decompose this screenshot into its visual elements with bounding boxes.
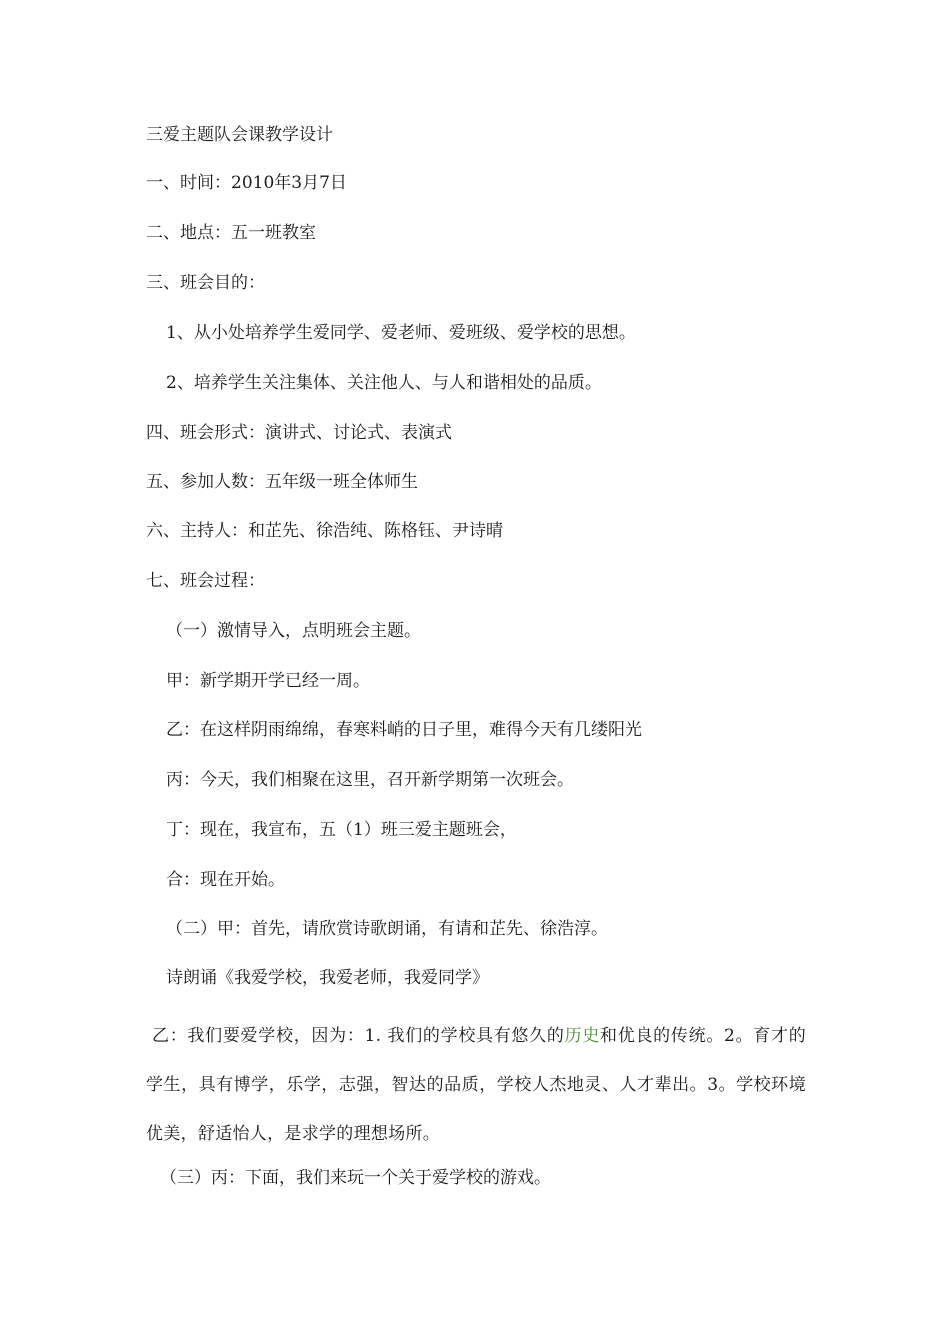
section-2-heading: （二）甲：首先，请欣赏诗歌朗诵，有请和芷先、徐浩淳。 <box>166 919 608 939</box>
poem-title: 诗朗诵《我爱学校，我爱老师，我爱同学》 <box>166 968 489 988</box>
dialogue-ding: 丁：现在，我宣布，五（1）班三爱主题班会， <box>166 820 517 840</box>
history-link[interactable]: 历史 <box>564 1026 601 1046</box>
love-school-paragraph <box>146 1012 806 1159</box>
participants-line: 五、参加人数：五年级一班全体师生 <box>146 472 418 492</box>
section-3-heading: （三）丙：下面，我们来玩一个关于爱学校的游戏。 <box>160 1168 551 1188</box>
dialogue-he: 合：现在开始。 <box>166 870 285 890</box>
process-heading: 七、班会过程： <box>146 571 265 591</box>
para-text-1: 乙：我们要爱学校，因为：1. 我们的学校具有悠久的 <box>152 1026 565 1046</box>
time-line: 一、时间：2010年3月7日 <box>146 173 347 193</box>
goal-item-1: 1、从小处培养学生爱同学、爱老师、爱班级、爱学校的思想。 <box>166 323 636 343</box>
dialogue-jia: 甲：新学期开学已经一周。 <box>166 671 370 691</box>
goal-item-2: 2、培养学生关注集体、关注他人、与人和谐相处的品质。 <box>166 373 602 393</box>
section-1-heading: （一）激情导入，点明班会主题。 <box>166 621 421 641</box>
hosts-line: 六、主持人：和芷先、徐浩纯、陈格钰、尹诗晴 <box>146 521 503 541</box>
goal-heading: 三、班会目的： <box>146 273 265 293</box>
dialogue-bing: 丙：今天，我们相聚在这里，召开新学期第一次班会。 <box>166 770 574 790</box>
dialogue-yi: 乙：在这样阴雨绵绵，春寒料峭的日子里，难得今天有几缕阳光 <box>166 720 642 740</box>
para-text-2: 和优良的传统。2。育才的学生，具有博学，乐学，志强，智达的品质，学校人杰地灵、人才辈出。3。学校环境优美，舒适怡人，是求学的理想场所。 <box>146 1026 806 1144</box>
form-line: 四、班会形式：演讲式、讨论式、表演式 <box>146 423 452 443</box>
doc-title: 三爱主题队会课教学设计 <box>146 125 333 145</box>
place-line: 二、地点：五一班教室 <box>146 223 316 243</box>
